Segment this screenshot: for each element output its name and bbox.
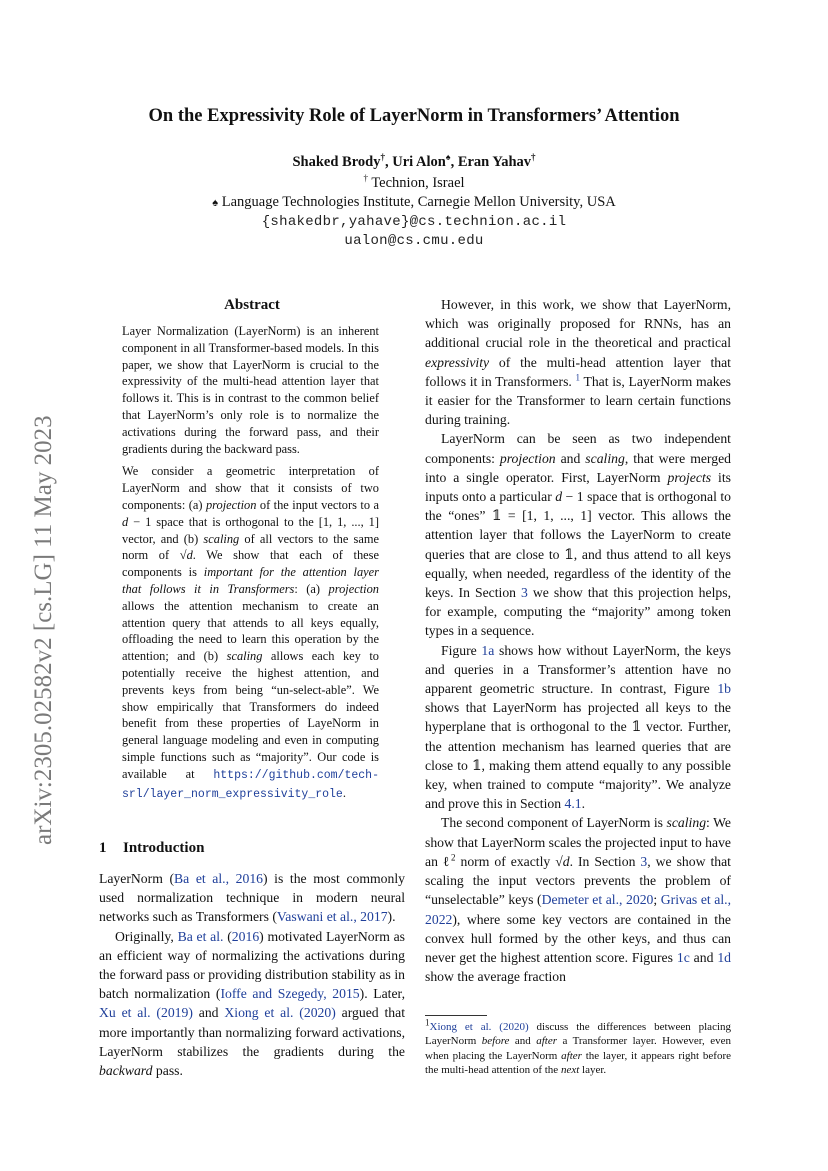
right-paragraph-2: LayerNorm can be seen as two independent components: projection and scaling, that were merged into a single operator. First, LayerNorm projects its inputs onto a particular d − 1 space that is orthogonal to the “ones” 𝟙 = [1, 1, ..., 1] vector. This allows the attention layer that follows the LayerNorm to create queries that are close to 𝟙, and thus attend to all keys equally, when needed, regardless of the identity of the keys. In Section 3 we show that this projection helps, for example, computing the “majority” among token types in a sequence. bbox=[425, 431, 731, 639]
affiliation-technion: † Technion, Israel bbox=[363, 173, 465, 191]
footnote-1: $^1$Xiong et al. (2020) discuss the differences between placing LayerNorm before and after a Transformer layer. However, even when placing the LayerNorm after the layer, it appears right before the multi-head attention of the next layer. bbox=[425, 1017, 732, 1077]
arxiv-sidebar-identifier: arXiv:2305.02582v2 [cs.LG] 11 May 2023 bbox=[30, 415, 57, 845]
abstract-heading: Abstract bbox=[224, 297, 280, 313]
ref-section-4-1[interactable]: 4.1 bbox=[564, 796, 582, 812]
citation-xiong-2020[interactable]: Xiong et al. (2020) bbox=[224, 1005, 336, 1021]
abstract-paragraph-1: Layer Normalization (LayerNorm) is an inherent component in all Transformer-based models. In this paper, we show that LayerNorm is crucial to the expressivity of the multi-head attention layer that follows it. This is in contrast to the common belief that LayerNorm’s only role is to normalize the activations during the forward pass, and their gradients during the backward pass. bbox=[122, 324, 379, 456]
right-column-body bbox=[425, 295, 731, 986]
section-heading-introduction: 1 Introduction bbox=[99, 840, 205, 856]
citation-ba-2016[interactable]: Ba et al., 2016 bbox=[174, 871, 264, 886]
intro-paragraph-2: Originally, Ba et al. (2016) motivated LayerNorm as an efficient way of normalizing the activations during the forward pass or providing distribution stability as in batch normalization (Ioffe and Szegedy, 2015). Later, Xu et al. (2019) and Xiong et al. (2020) argued that more importantly than normalizing forward activations, LayerNorm stabilizes the gradients during the backward pass. bbox=[99, 928, 405, 1079]
citation-xiong-2020-footnote[interactable]: Xiong et al. (2020) bbox=[429, 1021, 529, 1033]
footnote-divider bbox=[425, 1015, 487, 1016]
intro-paragraph-1: LayerNorm (Ba et al., 2016) is the most commonly used normalization technique in modern neural networks such as Transformers (Vaswani et al., 2017). bbox=[99, 871, 406, 925]
ref-figure-1b[interactable]: 1b bbox=[717, 681, 731, 697]
footnote-marker-1[interactable]: 1 bbox=[575, 372, 581, 383]
email-technion[interactable]: {shakedbr,yahave}@cs.technion.ac.il bbox=[261, 214, 567, 230]
right-paragraph-4: The second component of LayerNorm is scaling: We show that LayerNorm scales the projected input to have an ℓ$^2$ norm of exactly √d. In Section 3, we show that scaling the input vectors prevents the problem of “unselectable” keys (Demeter et al., 2020; Grivas et al., 2022), where some key vectors are contained in the convex hull formed by the other keys, and thus can never get the highest attention score. Figures 1c and 1d show the average fraction bbox=[425, 815, 732, 985]
ref-figure-1a[interactable]: 1a bbox=[481, 642, 495, 658]
ref-section-3[interactable]: 3 bbox=[521, 585, 528, 601]
right-paragraph-1: However, in this work, we show that LayerNorm, which was originally proposed for RNNs, has an additional crucial role in the theoretical and practical expressivity of the multi-head attention layer that follows it in Transformers. $^1$ That is, LayerNorm makes it easier for the Transformer to learn certain functions during training. bbox=[425, 297, 731, 428]
email-cmu[interactable]: ualon@cs.cmu.edu bbox=[344, 233, 484, 249]
citation-grivas-2022[interactable]: Grivas et al., 2022 bbox=[425, 892, 731, 927]
citation-ioffe-2015[interactable]: Ioffe and Szegedy, 2015 bbox=[220, 986, 360, 1002]
abstract-paragraph-2: We consider a geometric interpretation of LayerNorm and show that it consists of two components: (a) projection of the input vectors to a d − 1 space that is orthogonal to the [1, 1, ..., 1] vector, and (b) scaling of all vectors to the same norm of √d. We show that each of these components is important for the attention layer that follows it in Transformers: (a) projection allows the attention mechanism to create an attention query that attends to all keys equally, offloading the need to learn this operation by the attention; and (b) scaling allows each key to potentially receive the highest attention, and prevents keys from being “un-select-able”. We show empirically that Transformers do indeed benefit from these properties of LayeNorm in general language modeling and even in computing simple functions such as “majority”. Our code is available at https://github.com/tech-srl/layer_norm_expressivity_role. bbox=[122, 464, 379, 801]
citation-demeter-2020[interactable]: Demeter et al., 2020 bbox=[541, 892, 654, 908]
right-paragraph-3: Figure 1a shows how without LayerNorm, the keys and queries in a Transformer’s attention have no apparent geometric structure. In contrast, Figure 1b shows that LayerNorm has projected all keys to the hyperplane that is orthogonal to the 𝟙 vector. Further, the attention mechanism has learned queries that are close to 𝟙, making them attend equally to any possible key, when trained to compute “majority”. We analyze and prove this in Section 4.1. bbox=[425, 642, 731, 812]
code-repository-link[interactable]: https://github.com/tech-srl/layer_norm_expressivity_role bbox=[122, 768, 379, 801]
ref-section-3-b[interactable]: 3 bbox=[640, 853, 648, 869]
citation-year-2016[interactable]: 2016 bbox=[231, 928, 260, 944]
citation-vaswani-2017[interactable]: Vaswani et al., 2017 bbox=[276, 909, 388, 925]
citation-ba-2016-b[interactable]: Ba et al. bbox=[177, 928, 224, 944]
citation-xu-2019[interactable]: Xu et al. (2019) bbox=[99, 1005, 193, 1021]
ref-figure-1d[interactable]: 1d bbox=[717, 949, 732, 965]
introduction-body bbox=[99, 869, 405, 1080]
author-list: Shaked Brody†, Uri Alon♠, Eran Yahav† bbox=[292, 152, 536, 170]
ref-figure-1c[interactable]: 1c bbox=[676, 949, 690, 965]
paper-title: On the Expressivity Role of LayerNorm in Transformers’ Attention bbox=[148, 106, 680, 126]
affiliation-cmu: ♠ Language Technologies Institute, Carnegie Mellon University, USA bbox=[212, 194, 616, 210]
abstract-body bbox=[122, 323, 379, 809]
